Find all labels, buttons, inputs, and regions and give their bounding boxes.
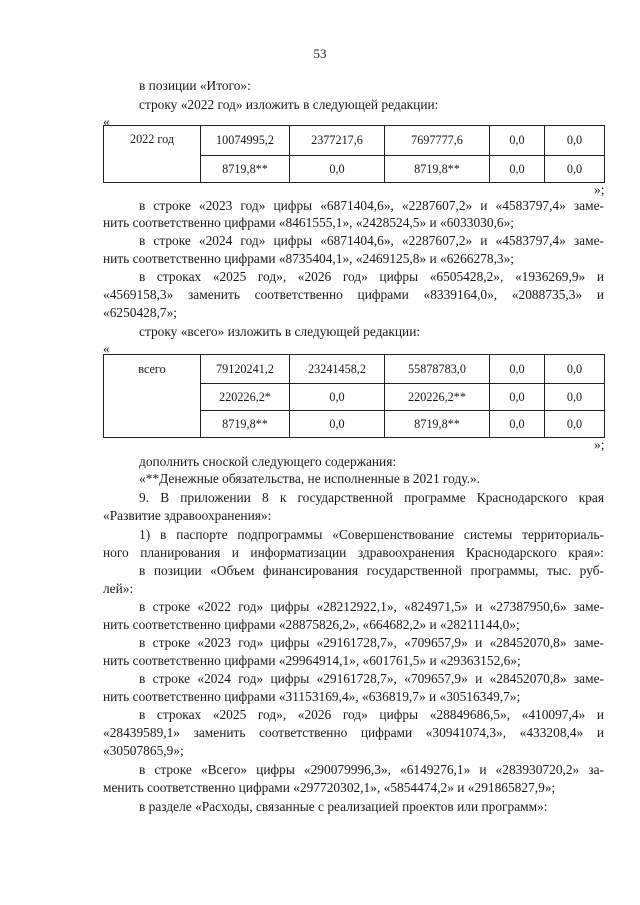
text-line: в строках «2025 год», «2026 год» цифры «6505428,2», «1936269,9» и [139,269,604,284]
table-cell: 0,0 [545,355,605,384]
intro-line-2: строку «2022 год» изложить в следующей редакции: [139,97,439,112]
text-line: нить соответственно цифрами «29964914,1», «601761,5» и «29363152,6»; [103,653,521,668]
text-line: в позиции «Объем финансирования государственной программы, тыс. руб- [139,563,604,578]
table-cell: 0,0 [490,126,545,156]
table-cell: 0,0 [545,126,605,156]
text-line: строку «всего» изложить в следующей редакции: [139,324,421,339]
text-line: в строке «2024 год» цифры «6871404,6», «2287607,2» и «4583797,4» заме- [139,233,604,248]
table-cell: 0,0 [490,355,545,384]
table-cell: 0,0 [490,411,545,438]
row-label-total: всего [104,355,201,438]
text-line: лей»: [103,581,134,596]
table1-open-quote: « [103,114,110,129]
text-line: нить соответственно цифрами «8461555,1», «2428524,5» и «6033030,6»; [103,215,515,230]
table-cell: 8719,8** [385,156,490,183]
text-line: в строке «2023 год» цифры «29161728,7», «709657,9» и «28452070,8» заме- [139,635,604,650]
text-line: в строке «2023 год» цифры «6871404,6», «2287607,2» и «4583797,4» заме- [139,198,604,213]
text-line: нить соответственно цифрами «28875826,2», «664682,2» и «28211144,0»; [103,617,520,632]
table-cell: 8719,8** [201,411,290,438]
text-line: в разделе «Расходы, связанные с реализацией проектов или программ»: [139,799,548,814]
table-cell: 8719,8** [201,156,290,183]
page-number: 53 [313,46,327,61]
table-cell: 0,0 [290,411,385,438]
table-cell: 23241458,2 [290,355,385,384]
text-line: 1) в паспорте подпрограммы «Совершенствование системы территориаль- [139,527,604,542]
table-cell: 0,0 [490,156,545,183]
text-line: дополнить сноской следующего содержания: [139,454,397,469]
table-2022 [103,125,605,183]
table-cell: 0,0 [290,384,385,411]
table2-close-quote: »; [594,437,605,452]
text-line: нить соответственно цифрами «31153169,4», «636819,7» и «30516349,7»; [103,689,521,704]
row-label-2022: 2022 год [104,126,201,183]
table-cell: 79120241,2 [201,355,290,384]
text-line: «28439589,1» заменить соответственно цифрами «30941074,3», «433208,4» и [103,725,604,740]
table-cell: 0,0 [545,156,605,183]
table-cell: 0,0 [545,384,605,411]
table-cell: 2377217,6 [290,126,385,156]
table-cell: 220226,2* [201,384,290,411]
text-line: ного планирования и информатизации здравоохранения Краснодарского края»: [103,545,604,560]
text-line: в строке «Всего» цифры «290079996,3», «6149276,1» и «283930720,2» за- [139,762,604,777]
text-line: в строке «2022 год» цифры «28212922,1», «824971,5» и «27387950,6» заме- [139,599,604,614]
text-line: 9. В приложении 8 к государственной программе Краснодарского края [139,490,604,505]
text-line: в строках «2025 год», «2026 год» цифры «28849686,5», «410097,4» и [139,707,604,722]
text-line: «Развитие здравоохранения»: [103,508,272,523]
table1-close-quote: »; [594,182,605,197]
table-cell: 8719,8** [385,411,490,438]
table-cell: 0,0 [490,384,545,411]
table-cell: 55878783,0 [385,355,490,384]
table-total [103,354,605,438]
table-cell: 0,0 [545,411,605,438]
text-line: менить соответственно цифрами «297720302,1», «5854474,2» и «291865827,9»; [103,780,556,795]
text-line: «6250428,7»; [103,305,178,320]
text-line: «30507865,9»; [103,743,184,758]
intro-line-1: в позиции «Итого»: [139,78,251,93]
table2-open-quote: « [103,341,110,356]
table-cell: 7697777,6 [385,126,490,156]
table-cell: 10074995,2 [201,126,290,156]
text-line: в строке «2024 год» цифры «29161728,7», «709657,9» и «28452070,8» заме- [139,671,604,686]
table-cell: 220226,2** [385,384,490,411]
text-line: «4569158,3» заменить соответственно цифрами «8339164,0», «2088735,3» и [103,287,604,302]
footnote-text: «**Денежные обязательства, не исполненные в 2021 году.». [139,471,481,486]
table-cell: 0,0 [290,156,385,183]
text-line: нить соответственно цифрами «8735404,1», «2469125,8» и «6266278,3»; [103,251,515,266]
